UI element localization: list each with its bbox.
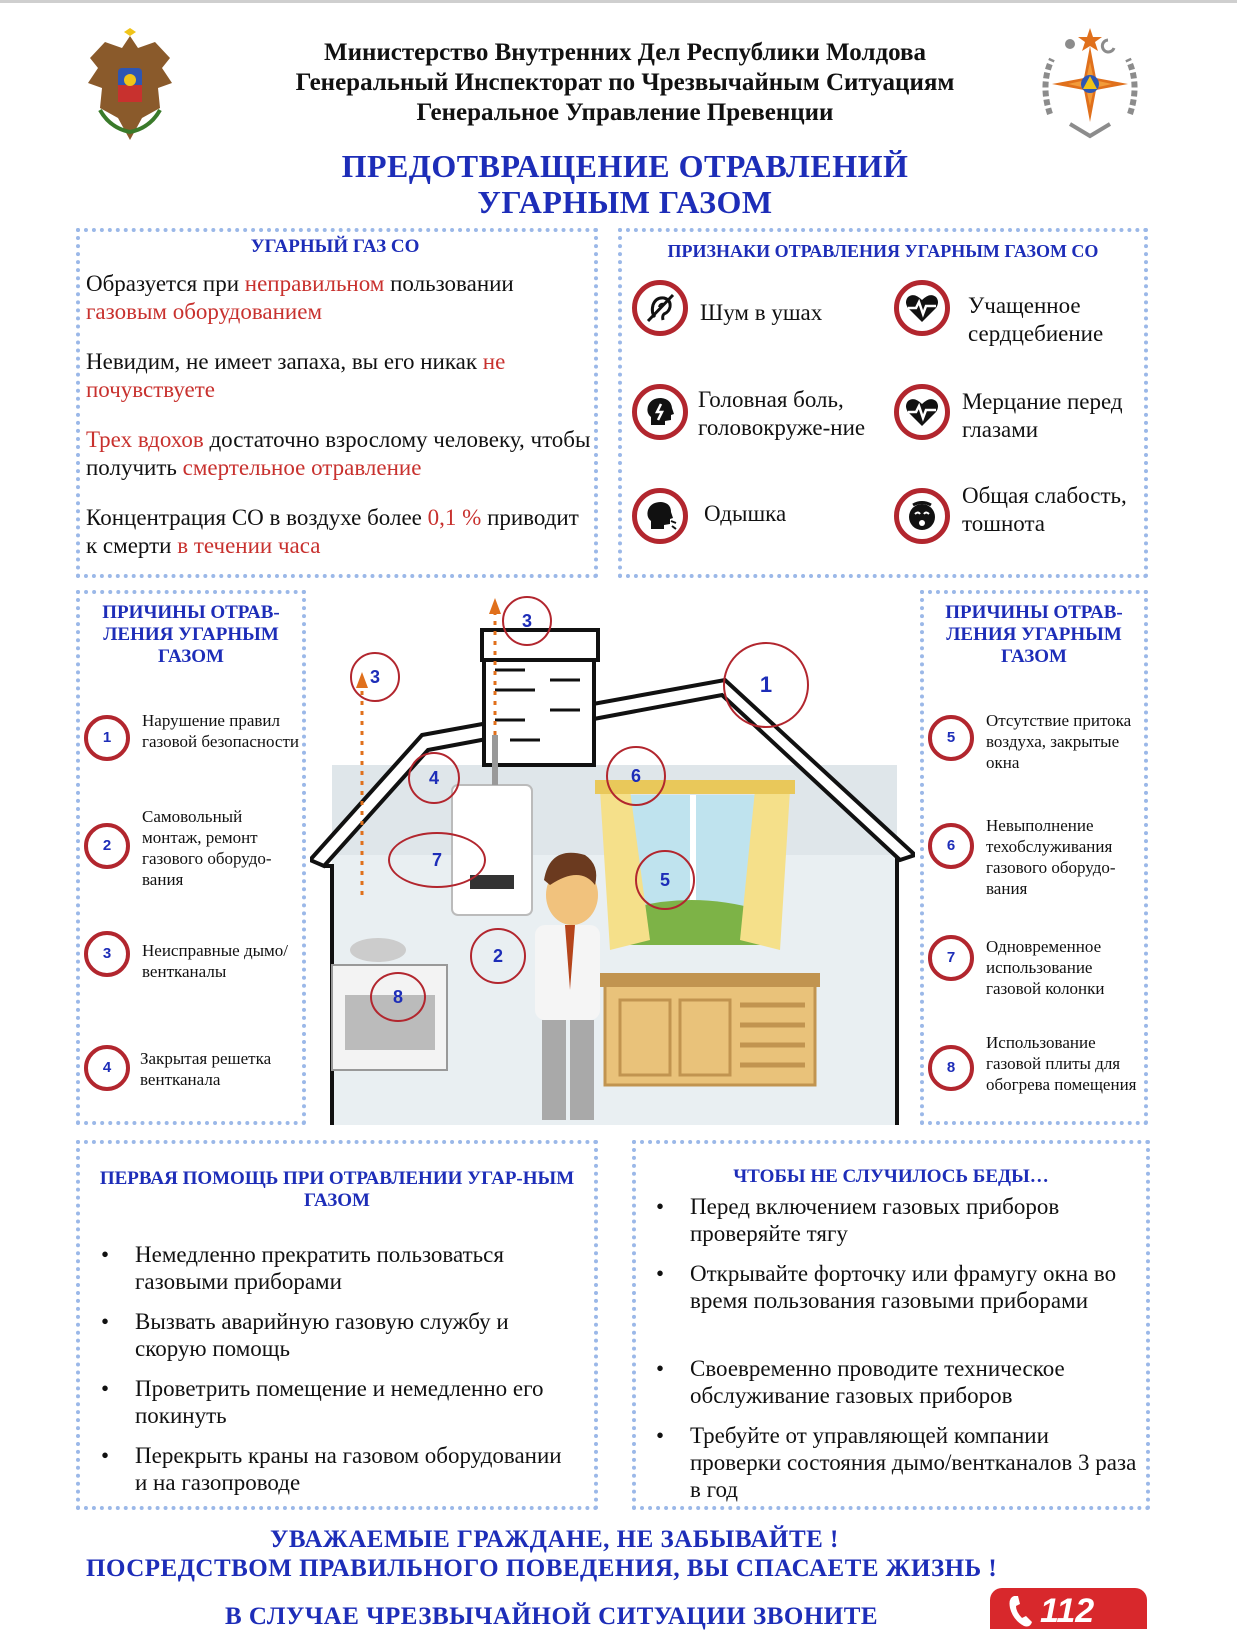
prevention-item: • Требуйте от управляющей компании проверки состояния дымо/вентканалов 3 раза в год bbox=[656, 1423, 1137, 1502]
co-paragraph-2: Невидим, не имеет запаха, вы его никак не почувствуете bbox=[86, 349, 506, 402]
cause-number: 4 bbox=[84, 1045, 130, 1091]
heartbeat-icon bbox=[894, 384, 950, 440]
cause-number: 8 bbox=[928, 1045, 974, 1091]
symptom-label: Мерцание перед глазами bbox=[962, 389, 1123, 442]
cause-text: Невыполнение техобслуживания газового оборудо-вания bbox=[986, 816, 1116, 898]
cause-number: 5 bbox=[928, 715, 974, 761]
symptom-label: Шум в ушах bbox=[700, 300, 823, 325]
phone-icon bbox=[1008, 1594, 1034, 1629]
cause-number: 6 bbox=[928, 823, 974, 869]
cause-text: Одновременное использование газовой колонки bbox=[986, 937, 1105, 998]
page-title bbox=[240, 148, 1010, 220]
prevention-item: • Открывайте форточку или фрамугу окна во время пользования газовыми приборами bbox=[656, 1261, 1117, 1313]
house-marker-7: 7 bbox=[388, 832, 486, 888]
house-marker-2: 2 bbox=[470, 928, 526, 984]
house-marker-1: 1 bbox=[723, 642, 809, 728]
cause-number: 2 bbox=[84, 823, 130, 869]
nausea-icon bbox=[894, 488, 950, 544]
cause-number: 7 bbox=[928, 935, 974, 981]
house-marker-6: 6 bbox=[606, 746, 666, 806]
symptom-label: Головная боль, головокруже-ние bbox=[698, 387, 866, 440]
symptom-label: Общая слабость, тошнота bbox=[962, 483, 1127, 536]
house-marker-3: 3 bbox=[350, 652, 400, 702]
symptoms-title: ПРИЗНАКИ ОТРАВЛЕНИЯ УГАРНЫМ ГАЗОМ CO bbox=[667, 241, 1099, 261]
prevention-title: ЧТОБЫ НЕ СЛУЧИЛОСЬ БЕДЫ… bbox=[733, 1166, 1049, 1187]
prevention-item: • Своевременно проводите техническое обслуживание газовых приборов bbox=[656, 1356, 1065, 1408]
house-marker-4: 4 bbox=[408, 752, 460, 804]
heartbeat-icon bbox=[894, 280, 950, 336]
headache-icon bbox=[632, 384, 688, 440]
cause-text: Использование газовой плиты для обогрева помещения bbox=[986, 1033, 1137, 1094]
causes-right-title: ПРИЧИНЫ ОТРАВ-ЛЕНИЯ УГАРНЫМ ГАЗОМ bbox=[945, 602, 1123, 667]
breath-icon bbox=[632, 488, 688, 544]
ministry-header bbox=[200, 38, 1050, 128]
cause-text: Закрытая решетка вентканала bbox=[140, 1049, 272, 1089]
co-paragraph-3: Трех вдохов достаточно взрослому человеку, чтобы получить смертельное отравление bbox=[86, 427, 591, 480]
moldova-coat-of-arms-logo bbox=[80, 28, 180, 148]
ear-icon bbox=[632, 280, 688, 336]
cause-text: Отсутствие притока воздуха, закрытые окна bbox=[986, 711, 1132, 772]
co-paragraph-1: Образуется при неправильном пользовании газовым оборудованием bbox=[86, 271, 514, 324]
first-aid-title: ПЕРВАЯ ПОМОЩЬ ПРИ ОТРАВЛЕНИИ УГАР-НЫМ ГАЗОМ bbox=[99, 1168, 575, 1211]
symptom-label: Одышка bbox=[704, 501, 787, 526]
cause-number: 3 bbox=[84, 931, 130, 977]
house-marker-3: 3 bbox=[502, 596, 552, 646]
footer-slogan: ПОСРЕДСТВОМ ПРАВИЛЬНОГО ПОВЕДЕНИЯ, ВЫ СПАСАЕТЕ ЖИЗНЬ ! bbox=[86, 1555, 998, 1582]
symptom-label: Учащенное сердцебиение bbox=[968, 293, 1104, 346]
header-line-2: Генеральный Инспекторат по Чрезвычайным Ситуациям bbox=[295, 69, 955, 96]
title-line-2: УГАРНЫМ ГАЗОМ bbox=[477, 184, 773, 220]
cause-text: Неисправные дымо/вентканалы bbox=[142, 941, 289, 981]
first-aid-item: • Немедленно прекратить пользоваться газовыми приборами bbox=[101, 1242, 504, 1294]
first-aid-item: • Вызвать аварийную газовую службу и скорую помощь bbox=[101, 1309, 509, 1361]
co-box-title: УГАРНЫЙ ГАЗ CO bbox=[250, 236, 420, 257]
co-paragraph-4: Концентрация СО в воздухе более 0,1 % приводит к смерти в течении часа bbox=[86, 505, 579, 558]
top-border bbox=[0, 0, 1237, 3]
header-line-1: Министерство Внутренних Дел Республики Молдова bbox=[323, 39, 926, 66]
cause-text: Нарушение правил газовой безопасности bbox=[142, 711, 299, 751]
title-line-1: ПРЕДОТВРАЩЕНИЕ ОТРАВЛЕНИЙ bbox=[341, 148, 909, 184]
cause-text: Самовольный монтаж, ремонт газового оборудо-вания bbox=[142, 807, 272, 889]
house-marker-8: 8 bbox=[370, 972, 426, 1022]
first-aid-item: • Перекрыть краны на газовом оборудовании и на газопроводе bbox=[101, 1443, 562, 1495]
footer-reminder: УВАЖАЕМЫЕ ГРАЖДАНЕ, НЕ ЗАБЫВАЙТЕ ! bbox=[270, 1526, 839, 1553]
cause-number: 1 bbox=[84, 715, 130, 761]
house-marker-5: 5 bbox=[635, 850, 695, 910]
emergency-number: 112 bbox=[1040, 1592, 1095, 1629]
emergency-112-badge bbox=[990, 1588, 1147, 1629]
header-line-3: Генеральное Управление Превенции bbox=[416, 99, 834, 126]
first-aid-item: • Проветрить помещение и немедленно его покинуть bbox=[101, 1376, 544, 1428]
footer-call-text: В СЛУЧАЕ ЧРЕЗВЫЧАЙНОЙ СИТУАЦИИ ЗВОНИТЕ bbox=[225, 1603, 879, 1630]
causes-left-title: ПРИЧИНЫ ОТРАВ-ЛЕНИЯ УГАРНЫМ ГАЗОМ bbox=[102, 602, 280, 667]
prevention-item: • Перед включением газовых приборов проверяйте тягу bbox=[656, 1194, 1060, 1246]
